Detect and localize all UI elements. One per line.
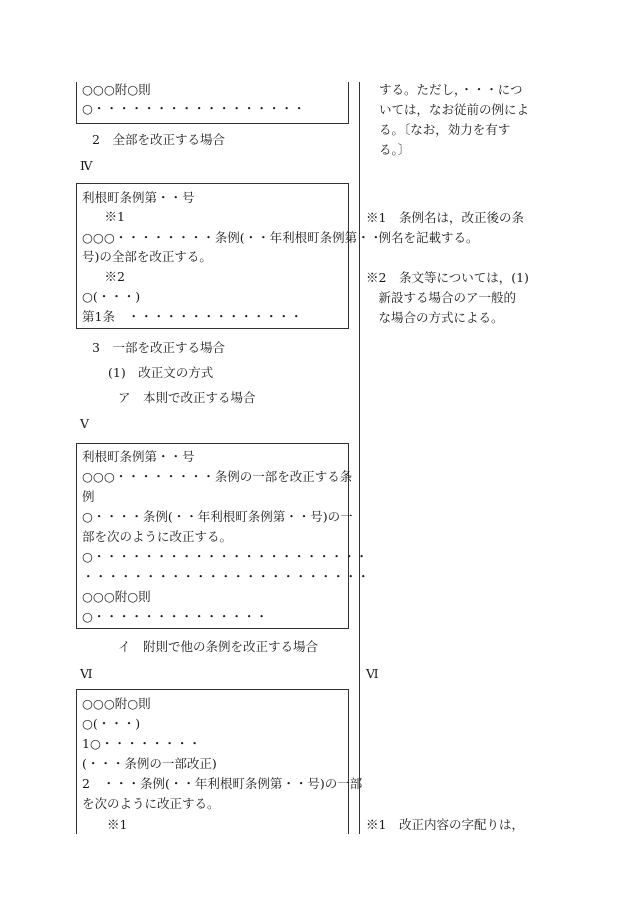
box3-line-3: 例 <box>82 489 95 504</box>
right-note-top-2: いては，なお従前の例によ <box>379 102 530 117</box>
box3-line-2: ○○○・・・・・・・・条例の一部を改正する条 <box>82 469 353 484</box>
box4-left-border <box>76 689 77 834</box>
right-note2-line-3: な場合の方式による。 <box>366 310 504 325</box>
box4-right-border <box>348 689 349 834</box>
right-note-top-4: る。〕 <box>379 142 411 157</box>
label-vi-left: Ⅵ <box>80 666 93 681</box>
box2-line-4: 号)の全部を改正する。 <box>82 249 212 264</box>
box1-bottom-border <box>76 123 349 124</box>
subsection-a-heading: ア 本則で改正する場合 <box>118 390 256 405</box>
right-note-top-3: る。〔なお，効力を有す <box>379 122 511 137</box>
box3-line-8: ○○○附○則 <box>82 589 151 604</box>
subsection-i-heading: イ 附則で他の条例を改正する場合 <box>118 639 319 654</box>
column-divider <box>359 82 360 834</box>
box4-line-6: を次のように改正する。 <box>82 796 220 811</box>
box4-line-4: (・・・条例の一部改正) <box>82 756 217 771</box>
box1-line-1: ○○○附○則 <box>82 82 151 97</box>
right-note2-line-2: 新設する場合のア一般的 <box>366 290 517 305</box>
box2-line-7: 第1条 ・・・・・・・・・・・・・・ <box>82 309 303 324</box>
box3-line-5: 部を次のように改正する。 <box>82 529 233 544</box>
box1-right-border <box>348 82 349 124</box>
box1-left-border <box>76 82 77 124</box>
box4-top-border <box>76 689 349 690</box>
label-vi-right: Ⅵ <box>366 666 379 681</box>
box2-line-2: ※1 <box>92 209 125 224</box>
box3-line-9: ○・・・・・・・・・・・・・・ <box>82 609 268 624</box>
right-note-top-1: する。ただし，・・・につ <box>379 82 523 97</box>
box3-line-4: ○・・・・条例(・・年利根町条例第・・号)の一 <box>82 509 353 524</box>
box3-line-6: ○・・・・・・・・・・・・・・・・・・・・・・ <box>82 549 368 564</box>
box2-line-3: ○○○・・・・・・・・条例(・・年利根町条例第・・ <box>82 230 383 245</box>
box4-line-1: ○○○附○則 <box>82 696 151 711</box>
subsection1-heading: (1) 改正文の方式 <box>108 365 214 380</box>
box2-line-6: ○(・・・) <box>82 289 141 304</box>
box1-line-2: ○・・・・・・・・・・・・・・・・・ <box>82 101 306 116</box>
section2-heading: 2 全部を改正する場合 <box>92 132 225 147</box>
label-iv: Ⅳ <box>80 158 93 173</box>
label-v: Ⅴ <box>80 416 90 431</box>
box4-line-2: ○(・・・) <box>82 716 141 731</box>
right-note2-line-1: ※2 条文等については，(1) <box>366 270 529 285</box>
box4-line-7: ※1 <box>82 817 128 832</box>
box2-line-1: 利根町条例第・・号 <box>82 190 195 205</box>
box4-line-5: 2 ・・・条例(・・年利根町条例第・・号)の一部 <box>82 776 363 791</box>
right-note1-line-1: ※1 条例名は，改正後の条 <box>366 210 524 225</box>
box4-line-3: 1○・・・・・・・・ <box>82 736 201 751</box>
right-note-bottom: ※1 改正内容の字配りは， <box>366 817 524 832</box>
box3-line-7: ・・・・・・・・・・・・・・・・・・・・・・・ <box>82 569 370 584</box>
right-note1-line-2: 例名を記載する。 <box>366 230 479 245</box>
section3-heading: 3 一部を改正する場合 <box>92 340 225 355</box>
box2-line-5: ※2 <box>92 269 125 284</box>
box3-line-1: 利根町条例第・・号 <box>82 449 195 464</box>
